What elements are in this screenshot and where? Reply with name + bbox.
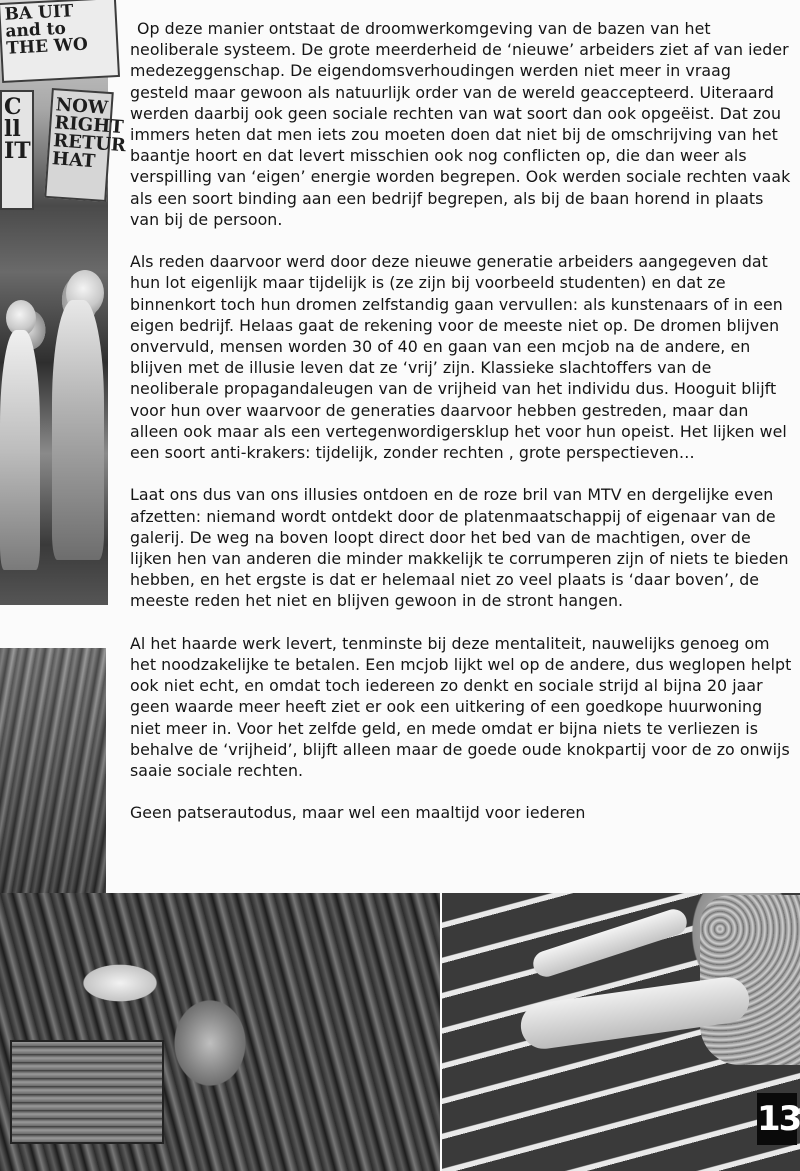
article-closing-line: Geen patserautodus, maar wel een maaltijd voor iederen bbox=[130, 803, 586, 823]
crowd-photo bbox=[0, 648, 106, 898]
protester-figure bbox=[0, 330, 40, 570]
article-paragraph: Als reden daarvoor werd door deze nieuwe generatie arbeiders aangegeven dat hun lot eigenlijk maar tijdelijk is (ze zijn bij voorbeeld studenten) en dat ze binnenkort toch hun dromen zelfstandig gaan vervullen: als kunstenaars of in een eigen bedrijf. Helaas gaat de rekening voor de meeste niet op. De dromen blijven onvervuld, mensen worden 30 of 40 en gaan van een mcjob na de andere, en blijven met de illusie leven dat ze ‘vrij’ zijn. Klassieke slachtoffers van de neoliberale propagandaleugen van de vrijheid van het individu dus. Hooguit blijft voor hun over waarvoor de generaties daarvoor hebben gestreden, maar dan alleen ook maar als een vertegenwordigersklup het voor hun opeist. Het lijken wel een soort anti-krakers: tijdelijk, zonder rechten , grote perspectieven… bbox=[130, 252, 787, 463]
article-body bbox=[130, 18, 794, 845]
protest-photo bbox=[0, 0, 127, 605]
article-paragraph: Op deze manier ontstaat de droomwerkomgeving van de bazen van het neoliberale systeem. De grote meerderheid de ‘nieuwe’ arbeiders ziet af van ieder medezeggenschap. De eigendomsverhoudingen werden niet meer in vraag gesteld maar gewoon als natuurlijk order van de wereld geaccepteerd. Uiteraard werden daarbij ook geen sociale rechten van wat soort dan ook opgeëist. Dat zou immers heten dat men iets zou moeten doen dat niet bij de omschrijving van het baantje hoort en dat levert misschien ook nog conflicten op, die dan weer als verspilling van ‘eigen’ energie worden begrepen. Ook werden sociale rechten vaak als een soort binding aan een bedrijf begrepen, als bij de baan horend in plaats van bij de persoon. bbox=[130, 19, 791, 229]
article-paragraph: Laat ons dus van ons illusies ontdoen en de roze bril van MTV en dergelijke even afzetten: niemand wordt ontdekt door de platenmaatschappij of eigenaar van de galerij. De weg na boven loopt direct door het bed van de machtigen, over de lijken hen van anderen die minder makkelijk te corrumperen zijn of niets te bieden hebben, en het ergste is dat er helemaal niet zo veel plaats is ‘daar boven’, de meeste reden het niet en blijven gewoon in de stront hangen. bbox=[130, 485, 789, 611]
protest-sign: NOW RIGHT RETUR HAT bbox=[44, 88, 114, 202]
crate-shape bbox=[10, 1040, 164, 1144]
protest-sign: C ll IT bbox=[0, 90, 34, 210]
article-paragraph: Al het haarde werk levert, tenminste bij deze mentaliteit, nauwelijks genoeg om het noodzakelijke te betalen. Een mcjob lijkt wel op de andere, dus weglopen helpt ook niet echt, en omdat toch iedereen zo denkt en sociale strijd al bijna 20 jaar geen waarde meer heeft ziet er ook een uitkering of een goedkope huurwoning niet meer in. Voor het zelfde geld, en mede omdat er bijna niets te verliezen is behalve de ‘vrijheid’, blijft alleen maar de goede oude knokpartij voor de zo onwijs saaie sociale rechten. bbox=[130, 633, 792, 781]
protest-sign: BA UIT and to THE WO bbox=[0, 0, 120, 83]
page-number: 13 bbox=[757, 1093, 797, 1145]
protester-figure bbox=[52, 300, 104, 560]
